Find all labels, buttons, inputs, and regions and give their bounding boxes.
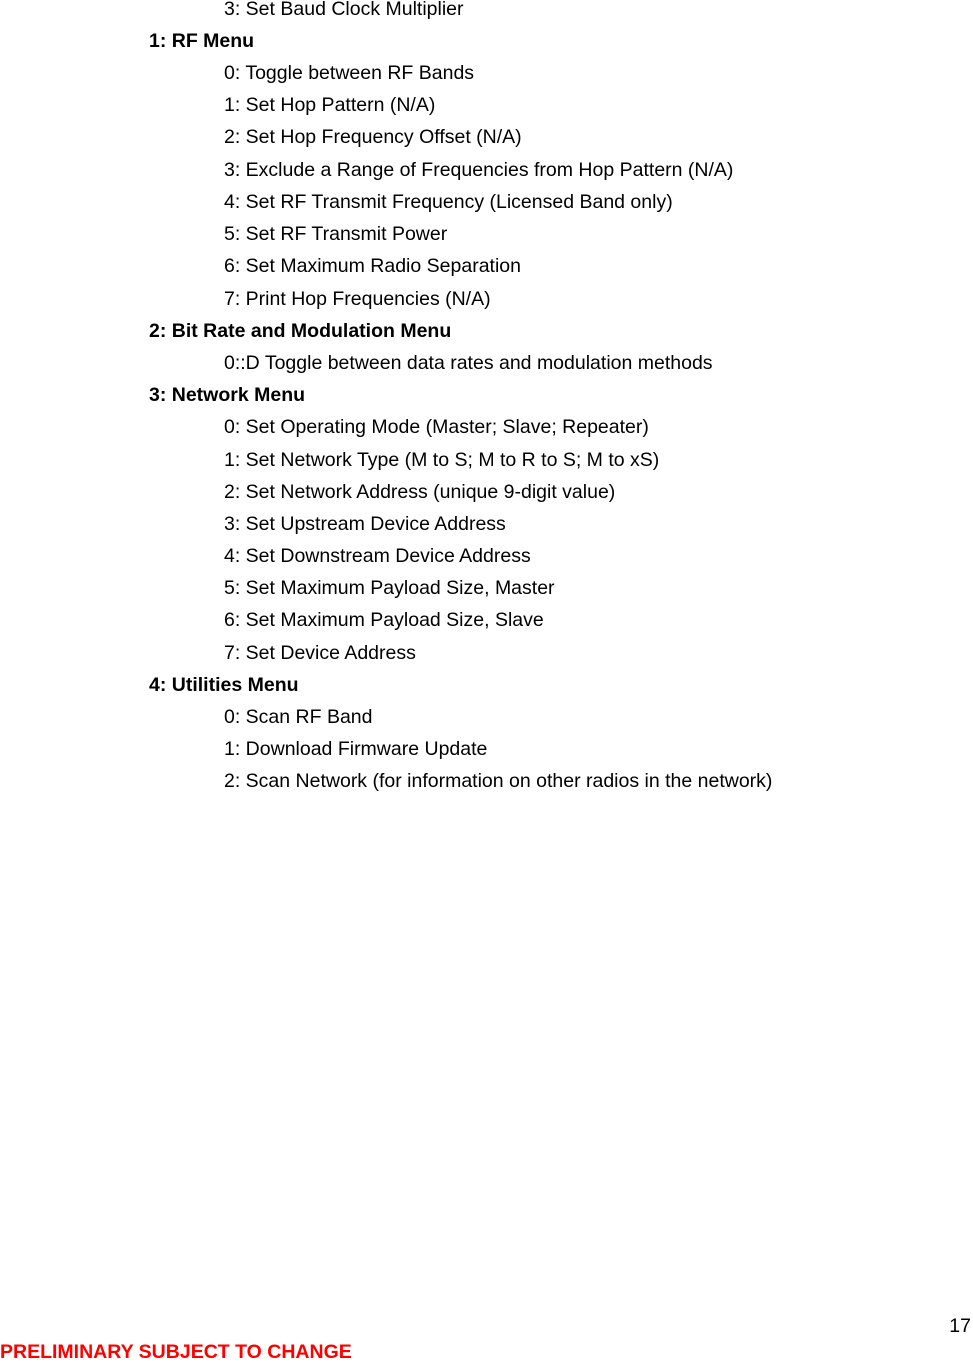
menu-item: 3: Set Upstream Device Address — [224, 513, 506, 535]
menu-item: 6: Set Maximum Radio Separation — [224, 255, 521, 277]
menu-heading: 2: Bit Rate and Modulation Menu — [149, 320, 452, 342]
menu-heading: 4: Utilities Menu — [149, 674, 299, 696]
menu-item: 6: Set Maximum Payload Size, Slave — [224, 609, 544, 631]
menu-item: 7: Print Hop Frequencies (N/A) — [224, 288, 491, 310]
menu-item: 3: Set Baud Clock Multiplier — [224, 0, 464, 20]
menu-item: 4: Set Downstream Device Address — [224, 545, 531, 567]
menu-item: 0::D Toggle between data rates and modulation methods — [224, 352, 713, 374]
menu-item: 1: Download Firmware Update — [224, 738, 488, 760]
menu-item: 1: Set Hop Pattern (N/A) — [224, 94, 436, 116]
menu-item: 0: Set Operating Mode (Master; Slave; Repeater) — [224, 416, 649, 438]
menu-heading: 3: Network Menu — [149, 384, 306, 406]
menu-item: 0: Scan RF Band — [224, 706, 373, 728]
menu-item: 4: Set RF Transmit Frequency (Licensed Band only) — [224, 191, 673, 213]
menu-item: 2: Set Hop Frequency Offset (N/A) — [224, 126, 522, 148]
menu-item: 2: Scan Network (for information on other radios in the network) — [224, 770, 773, 792]
menu-item: 7: Set Device Address — [224, 642, 416, 664]
menu-item: 5: Set Maximum Payload Size, Master — [224, 577, 555, 599]
menu-heading: 1: RF Menu — [149, 30, 255, 52]
menu-item: 5: Set RF Transmit Power — [224, 223, 448, 245]
page-number: 17 — [949, 1315, 971, 1337]
footer-disclaimer: PRELIMINARY SUBJECT TO CHANGE — [0, 1341, 352, 1363]
menu-item: 3: Exclude a Range of Frequencies from Hop Pattern (N/A) — [224, 159, 734, 181]
menu-item: 1: Set Network Type (M to S; M to R to S; M to xS) — [224, 449, 660, 471]
menu-item: 2: Set Network Address (unique 9-digit value) — [224, 481, 616, 503]
menu-item: 0: Toggle between RF Bands — [224, 62, 475, 84]
